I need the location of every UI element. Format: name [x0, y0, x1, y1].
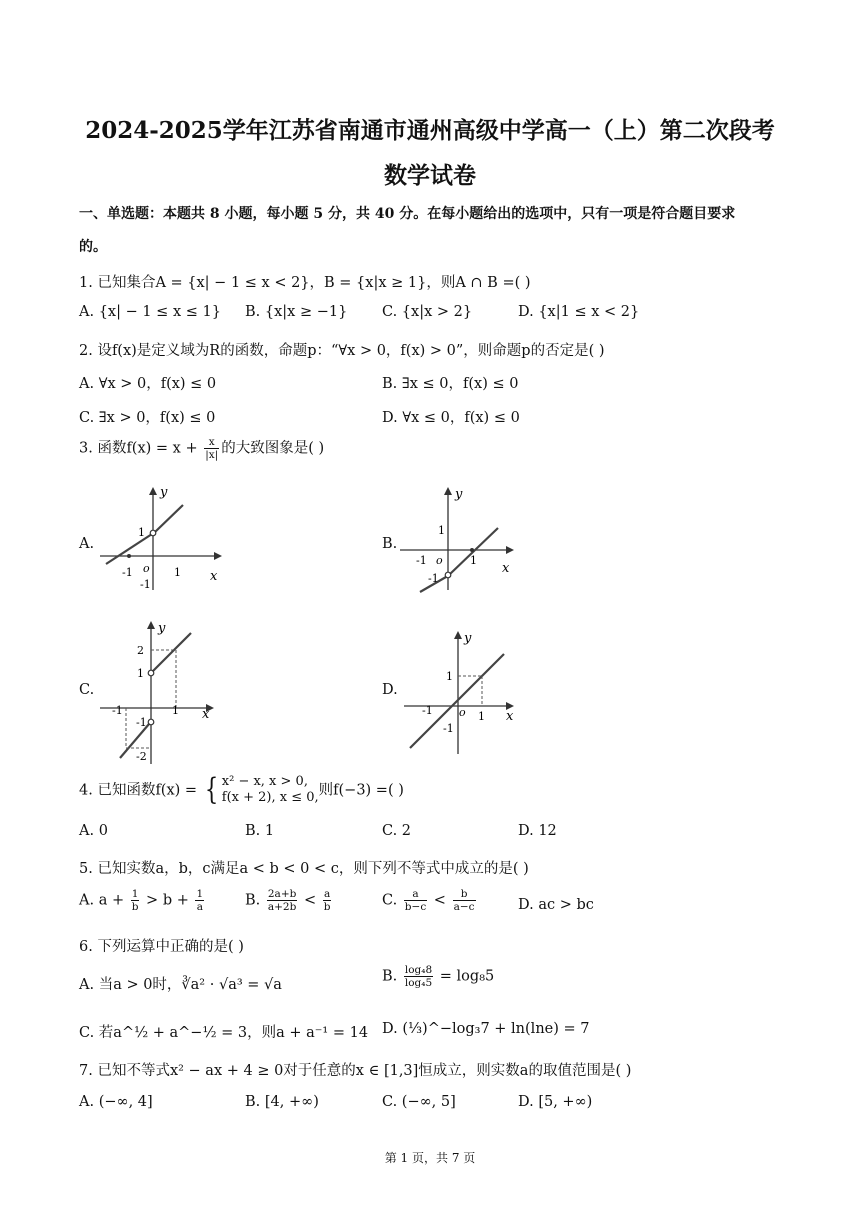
frac-den: b	[323, 901, 331, 914]
frac-num: log₄8	[404, 964, 433, 976]
frac-den: a	[196, 901, 203, 914]
curve-right	[155, 505, 183, 532]
origin-label: o	[436, 554, 443, 567]
q5-b-part1: <	[299, 892, 321, 909]
frac-den: log₄5	[404, 977, 433, 990]
open-point-bottom	[148, 719, 154, 725]
curve-left	[106, 534, 152, 564]
frac-num: b	[453, 888, 476, 901]
q5-option-a	[79, 888, 206, 913]
q7-option-c: C. (−∞, 5]	[382, 1094, 456, 1110]
q3-label-d: D.	[382, 682, 398, 698]
q6-option-c: C. 若a^½ + a^−½ = 3，则a + a⁻¹ = 14	[79, 1025, 369, 1041]
q4-option-d: D. 12	[518, 823, 557, 839]
q2-option-b: B. ∃x ≤ 0，f(x) ≤ 0	[382, 376, 519, 392]
frac-den: b	[131, 901, 139, 914]
tick-neg1-x: -1	[422, 704, 433, 717]
x-label: x	[210, 569, 218, 584]
question-3-stem	[79, 436, 324, 461]
q5-c-label: C.	[382, 892, 402, 909]
q2-option-a: A. ∀x > 0，f(x) ≤ 0	[79, 376, 217, 392]
q5-option-d: D. ac > bc	[518, 897, 594, 913]
tick-1-x: 1	[172, 704, 179, 717]
q2-option-c: C. ∃x > 0，f(x) ≤ 0	[79, 410, 216, 426]
question-5-stem: 5. 已知实数a，b，c满足a < b < 0 < c，则下列不等式中成立的是( )	[79, 861, 529, 877]
paper-title-line2: 数学试卷	[384, 162, 476, 189]
root-point	[127, 554, 131, 558]
q1-option-b: B. {x|x ≥ −1}	[245, 304, 348, 320]
question-2-stem: 2. 设f(x)是定义域为R的函数，命题p：“∀x > 0，f(x) > 0”，则命题p的否定是( )	[79, 343, 605, 359]
x-label: x	[202, 707, 210, 722]
q5-a-part1: a +	[98, 892, 129, 909]
q4-brace: {	[204, 772, 218, 808]
curve-right	[151, 633, 191, 673]
frac-den: a−c	[453, 901, 475, 914]
q5-b-frac1	[267, 888, 297, 913]
section-intro-line2: 的。	[79, 239, 107, 255]
q6-option-a: A. 当a > 0时，∛a² · √a³ = √a	[79, 977, 282, 993]
tick-1-x: 1	[478, 710, 485, 723]
y-axis-arrow	[147, 621, 155, 629]
y-axis-arrow	[149, 487, 157, 495]
tick-neg1-y: -1	[140, 578, 151, 591]
frac-num: 1	[131, 888, 139, 900]
frac-num: a	[404, 888, 427, 901]
q5-a-part2: > b +	[141, 892, 194, 909]
q3-graph-c	[98, 618, 228, 768]
q4-case-1: x² − x, x > 0,	[221, 774, 308, 789]
curve-right	[450, 528, 498, 574]
root-point	[470, 548, 474, 552]
tick-neg1-y: -1	[428, 572, 439, 585]
q4-case-2: f(x + 2), x ≤ 0,	[221, 790, 319, 806]
question-4-stem	[79, 774, 404, 807]
q5-option-b	[245, 888, 333, 913]
q4-option-c: C. 2	[382, 823, 412, 839]
q4-option-b: B. 1	[245, 823, 275, 839]
tick-1-y: 1	[137, 667, 144, 680]
q5-option-c	[382, 888, 478, 913]
frac-num: 2a+b	[267, 888, 297, 900]
q3-stem-suffix: 的大致图象是( )	[221, 440, 325, 457]
q4-stem-prefix: 4. 已知函数f(x) =	[79, 782, 202, 799]
tick-1-y: 1	[446, 670, 453, 683]
q3-label-a: A.	[79, 536, 95, 552]
q7-option-d: D. [5, +∞)	[518, 1094, 593, 1110]
tick-1-x: 1	[470, 554, 477, 567]
question-7-stem: 7. 已知不等式x² − ax + 4 ≥ 0对于任意的x ∈ [1,3]恒成立，则实数a的取值范围是( )	[79, 1063, 632, 1079]
q3-graph-b	[398, 484, 528, 594]
q3-frac-num: x	[204, 436, 219, 449]
q7-option-b: B. [4, +∞)	[245, 1094, 319, 1110]
q3-graph-d	[402, 628, 532, 758]
x-label: x	[506, 709, 514, 724]
origin-label: o	[143, 562, 150, 575]
q4-option-a: A. 0	[79, 823, 108, 839]
q1-option-a: A. {x| − 1 ≤ x ≤ 1}	[79, 304, 221, 320]
q5-c-frac2	[453, 888, 476, 913]
page-footer: 第 1 页，共 7 页	[384, 1151, 476, 1165]
q1-option-d: D. {x|1 ≤ x < 2}	[518, 304, 640, 320]
question-6-stem: 6. 下列运算中正确的是( )	[79, 939, 244, 955]
tick-2-y: 2	[137, 644, 144, 657]
tick-neg1-x: -1	[122, 566, 133, 579]
frac-den: b−c	[404, 901, 427, 914]
q3-frac-den: |x|	[205, 449, 219, 462]
tick-1-y: 1	[438, 524, 445, 537]
paper-title-line1: 2024-2025学年江苏省南通市通州高级中学高一（上）第二次段考	[85, 117, 775, 144]
q3-stem-prefix: 3. 函数f(x) = x +	[79, 440, 203, 457]
tick-neg2-y: -2	[136, 750, 147, 763]
x-label: x	[502, 561, 510, 576]
q5-a-frac2	[195, 888, 204, 913]
q4-stem-suffix: 则f(−3) =( )	[318, 782, 404, 799]
y-axis-arrow	[444, 487, 452, 495]
open-point	[445, 572, 451, 578]
tick-neg1-y: -1	[136, 716, 147, 729]
origin-label: o	[459, 706, 466, 719]
x-axis-arrow	[214, 552, 222, 560]
q5-a-label: A.	[79, 892, 99, 909]
y-label: y	[158, 621, 166, 636]
y-label: y	[455, 487, 463, 502]
q3-graph-a	[98, 484, 228, 594]
y-axis-arrow	[454, 631, 462, 639]
frac-num: a	[323, 888, 331, 900]
y-label: y	[464, 631, 472, 646]
q6-option-b	[382, 964, 494, 989]
q5-a-frac1	[131, 888, 140, 913]
q5-c-frac1	[404, 888, 427, 913]
q5-b-frac2	[323, 888, 332, 913]
question-1-stem: 1. 已知集合A = {x| − 1 ≤ x < 2}，B = {x|x ≥ 1}，则A ∩ B =( )	[79, 275, 531, 291]
q1-option-c: C. {x|x > 2}	[382, 304, 473, 320]
q3-fraction	[204, 436, 219, 461]
tick-1-y: 1	[138, 526, 145, 539]
frac-num: 1	[196, 888, 204, 900]
q4-cases	[222, 774, 319, 807]
q3-label-b: B.	[382, 536, 398, 552]
q2-option-d: D. ∀x ≤ 0，f(x) ≤ 0	[382, 410, 520, 426]
x-axis-arrow	[506, 546, 514, 554]
section-intro-line1: 一、单选题：本题共 8 小题，每小题 5 分，共 40 分。在每小题给出的选项中，只有一项是符合题目要求	[79, 206, 736, 222]
tick-neg1-x: -1	[416, 554, 427, 567]
q5-b-label: B.	[245, 892, 265, 909]
tick-neg1-x: -1	[112, 704, 123, 717]
tick-neg1-y: -1	[443, 722, 454, 735]
tick-1-x: 1	[174, 566, 181, 579]
open-point-top	[148, 670, 154, 676]
q6-b-rest: = log₈5	[435, 968, 495, 985]
q6-b-frac	[404, 964, 433, 989]
q3-label-c: C.	[79, 682, 95, 698]
q6-option-d: D. (⅓)^−log₃7 + ln(lne) = 7	[382, 1021, 590, 1037]
curve	[410, 654, 504, 748]
q7-option-a: A. (−∞, 4]	[79, 1094, 153, 1110]
q5-c-part1: <	[429, 892, 451, 909]
open-point	[150, 530, 156, 536]
y-label: y	[160, 485, 168, 500]
frac-den: a+2b	[267, 901, 297, 914]
q6-b-label: B.	[382, 968, 402, 985]
